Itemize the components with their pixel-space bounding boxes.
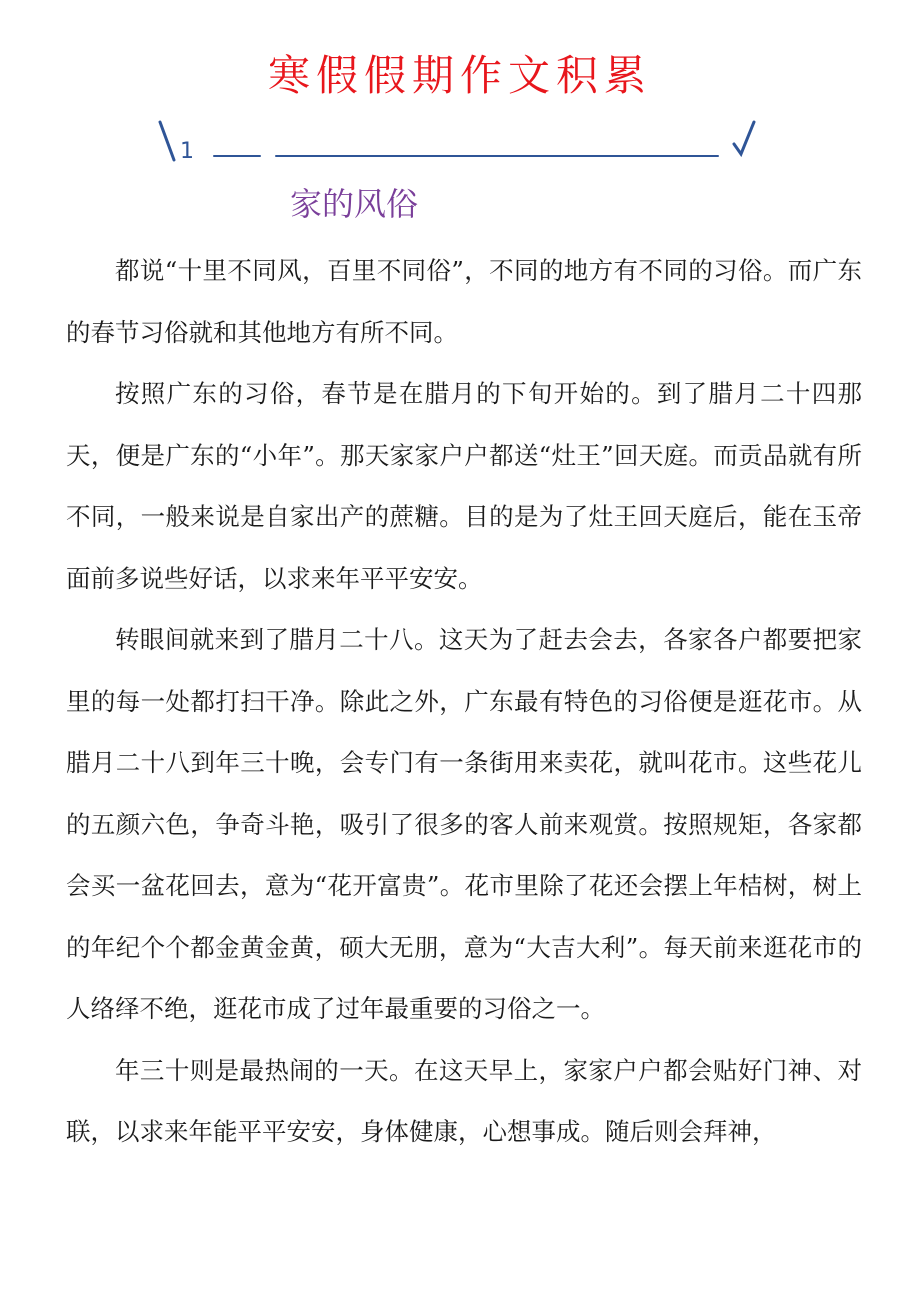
paragraph-3: 转眼间就来到了腊月二十八。这天为了赶去会去，各家各户都要把家里的每一处都打扫干净。除此之外，广东最有特色的习俗便是逛花市。从腊月二十八到年三十晚，会专门有一条街用来卖花，就叫花市。这些花儿的五颜六色，争奇斗艳，吸引了很多的客人前来观赏。按照规矩，各家都会买一盆花回去，意为“花开富贵”。花市里除了花还会摆上年桔树，树上的年纪个个都金黄金黄，硕大无朋，意为“大吉大利”。每天前来逛花市的人络绎不绝，逛花市成了过年最重要的习俗之一。 bbox=[66, 625, 862, 1023]
paragraph-1: 都说“十里不同风，百里不同俗”，不同的地方有不同的习俗。而广东的春节习俗就和其他地方有所不同。 bbox=[66, 256, 862, 347]
check-mark-icon bbox=[734, 122, 754, 154]
left-slash-mark bbox=[160, 122, 174, 160]
document-title: 寒假假期作文积累 bbox=[267, 51, 652, 100]
paragraph-2: 按照广东的习俗，春节是在腊月的下旬开始的。到了腊月二十四那天，便是广东的“小年”。那天家家户户都送“灶王”回天庭。而贡品就有所不同，一般来说是自家出产的蔗糖。目的是为了灶王回天庭后，能在玉帝面前多说些好话，以求来年平平安安。 bbox=[66, 379, 862, 593]
title-decoration bbox=[0, 110, 920, 170]
essay-title: 家的风俗 bbox=[290, 185, 419, 223]
decoration-number: 1 bbox=[180, 139, 194, 164]
essay-body bbox=[66, 240, 862, 1163]
paragraph-4: 年三十则是最热闹的一天。在这天早上，家家户户都会贴好门神、对联，以求来年能平平安安，身体健康，心想事成。随后则会拜神， bbox=[66, 1055, 862, 1146]
